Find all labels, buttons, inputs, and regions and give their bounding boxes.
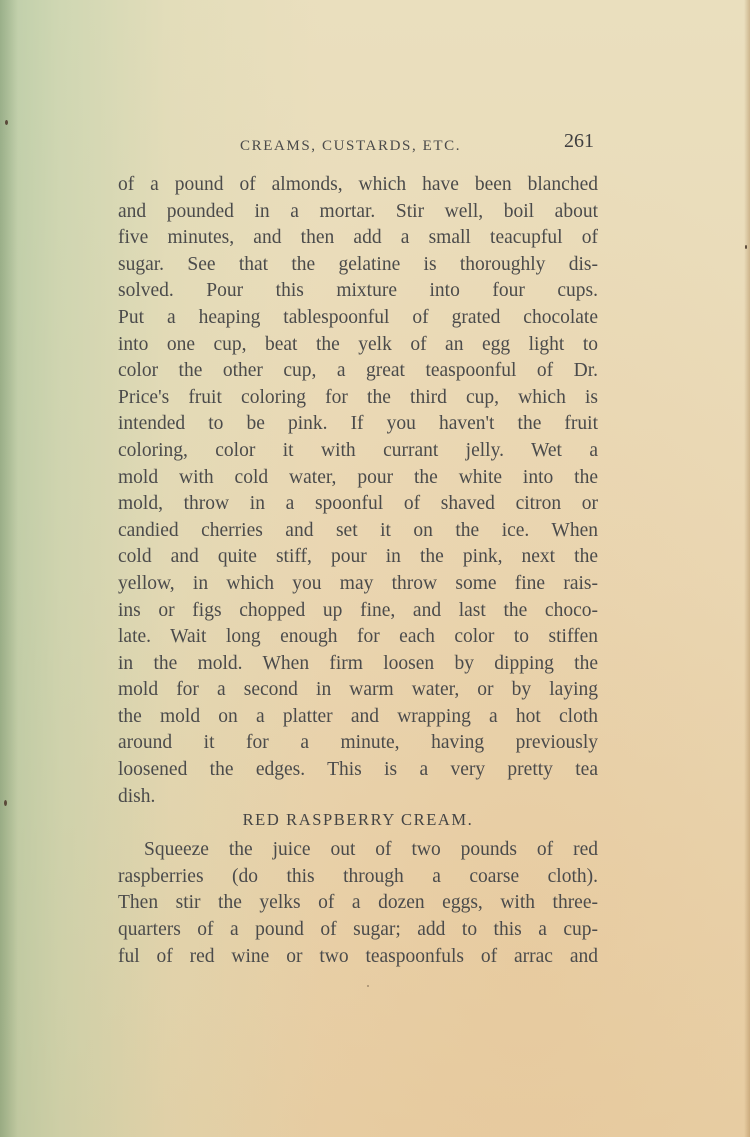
- paper-speck: [367, 985, 369, 987]
- text-line: five minutes, and then add a small teacupful of: [118, 227, 598, 249]
- text-line: coloring, color it with currant jelly. Wet a: [118, 439, 598, 461]
- text-line: ful of red wine or two teaspoonfuls of arrac and: [118, 945, 598, 967]
- text-line: candied cherries and set it on the ice. When: [118, 519, 598, 541]
- paper-speck: [5, 120, 8, 125]
- paper-speck: [745, 245, 747, 249]
- text-line: color the other cup, a great teaspoonful of Dr.: [118, 360, 598, 382]
- text-line: loosened the edges. This is a very pretty tea: [118, 759, 598, 781]
- text-line: cold and quite stiff, pour in the pink, next the: [118, 546, 598, 568]
- text-line: Squeeze the juice out of two pounds of red: [144, 839, 598, 861]
- paragraph-almond-cream-continued: [118, 172, 598, 810]
- text-line: Price's fruit coloring for the third cup, which is: [118, 386, 598, 408]
- text-line: sugar. See that the gelatine is thoroughly dis-: [118, 253, 598, 275]
- text-line: Put a heaping tablespoonful of grated chocolate: [118, 306, 598, 328]
- page-edge: [744, 0, 750, 1137]
- text-line: around it for a minute, having previously: [118, 732, 598, 754]
- page-header: [120, 128, 600, 158]
- text-line: mold for a second in warm water, or by laying: [118, 679, 598, 701]
- text-line: intended to be pink. If you haven't the fruit: [118, 413, 598, 435]
- section-heading: RED RASPBERRY CREAM.: [242, 810, 474, 830]
- page-body: [118, 172, 598, 970]
- text-line: quarters of a pound of sugar; add to this a cup-: [118, 919, 598, 941]
- paper-speck: [4, 800, 7, 806]
- text-line: yellow, in which you may throw some fine rais-: [118, 572, 598, 594]
- text-line: mold with cold water, pour the white into the: [118, 466, 598, 488]
- text-line: raspberries (do this through a coarse cloth).: [118, 865, 598, 887]
- text-line: ins or figs chopped up fine, and last the choco-: [118, 599, 598, 621]
- text-line: of a pound of almonds, which have been blanched: [118, 174, 598, 195]
- text-line: dish.: [118, 785, 156, 807]
- text-line: mold, throw in a spoonful of shaved citron or: [118, 493, 598, 515]
- text-line: into one cup, beat the yelk of an egg light to: [118, 333, 598, 355]
- running-head: CREAMS, CUSTARDS, ETC.: [240, 138, 462, 154]
- text-line: solved. Pour this mixture into four cups.: [118, 280, 598, 302]
- text-line: the mold on a platter and wrapping a hot cloth: [118, 705, 598, 727]
- text-line: in the mold. When firm loosen by dipping the: [118, 652, 598, 674]
- paragraph-red-raspberry-cream: [118, 837, 598, 970]
- text-line: and pounded in a mortar. Stir well, boil about: [118, 200, 598, 222]
- page-gutter-shadow: [0, 0, 18, 1137]
- page-number: 261: [564, 130, 594, 152]
- text-line: late. Wait long enough for each color to stiffen: [118, 626, 598, 648]
- text-line: Then stir the yelks of a dozen eggs, with three-: [118, 892, 598, 914]
